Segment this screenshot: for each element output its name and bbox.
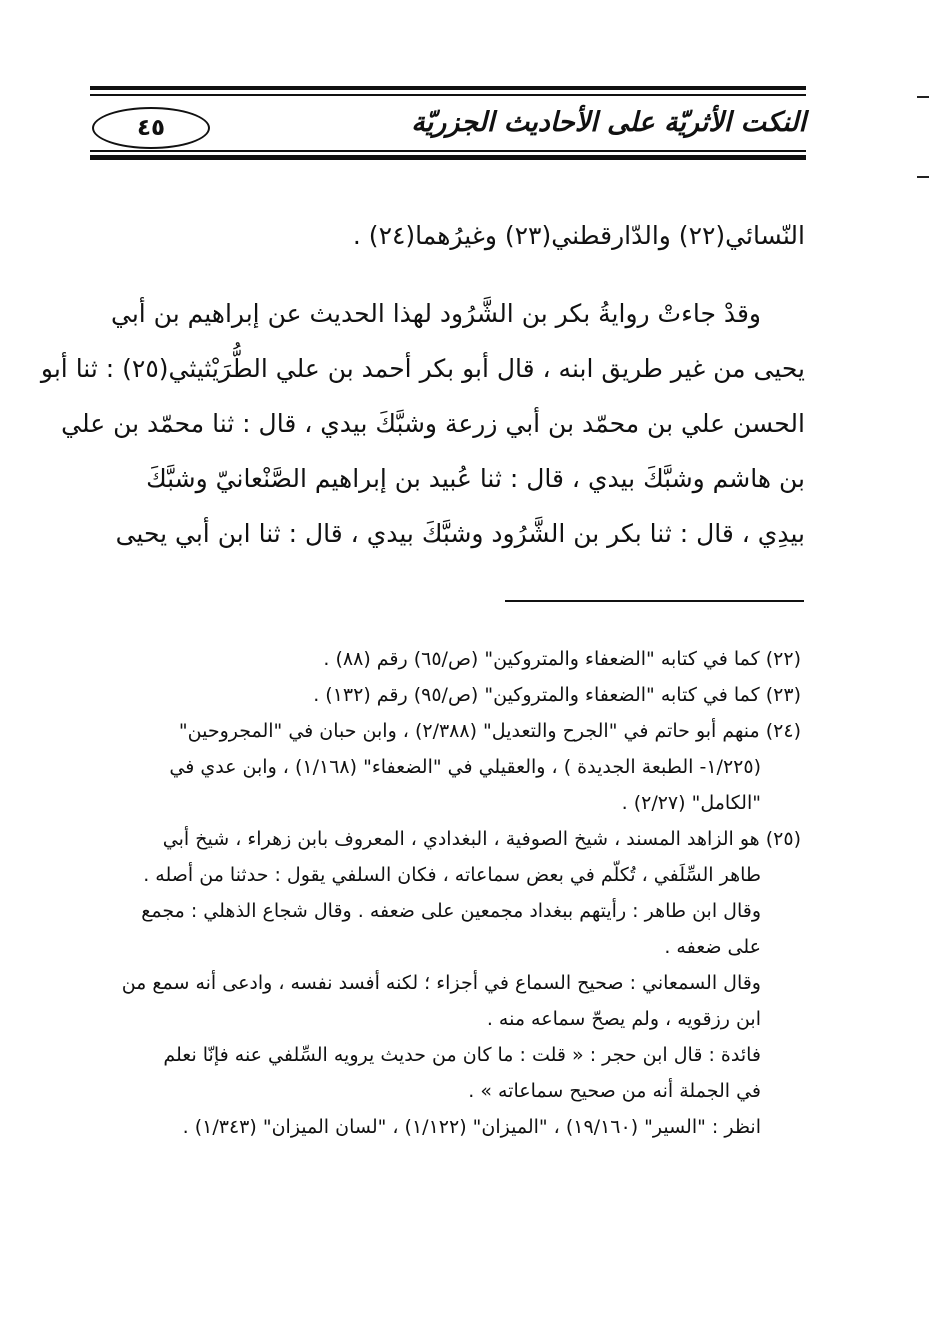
- header-rule-bottom: [90, 155, 806, 160]
- body-paragraph-line: الحسن علي بن محمّد بن أبي زرعة وشبَّكَ بيدي ، قال : ثنا محمّد بن علي: [61, 409, 805, 438]
- body-paragraph-line: بيدِي ، قال : ثنا بكر بن الشَّرُود وشبَّكَ بيدي ، قال : ثنا ابن أبي يحيى: [115, 519, 805, 548]
- footnote-line: ابن رزقويه ، ولم يصحّ سماعه منه .: [486, 1008, 761, 1030]
- running-header-title: النكت الأثريّة على الأحاديث الجزريّة: [411, 107, 806, 138]
- footnote-line: (٢٢) كما في كتابه "الضعفاء والمتروكين" (ص/٦٥) رقم (٨٨) .: [323, 648, 801, 670]
- page-number: ٤٥: [92, 107, 210, 149]
- footnote-line: انظر : "السير" (١٩/١٦٠) ، "الميزان" (١/١٢٢) ، "لسان الميزان" (١/٣٤٣) .: [182, 1116, 761, 1138]
- body-paragraph: [40, 286, 805, 561]
- footnote-line: (٢٣) كما في كتابه "الضعفاء والمتروكين" (ص/٩٥) رقم (١٣٢) .: [313, 684, 801, 706]
- footnote-line: على ضعفه .: [664, 936, 761, 958]
- header-rule-top-thin: [90, 94, 806, 96]
- footnotes: [92, 641, 805, 1145]
- scan-edge-mark: [917, 96, 929, 98]
- footnote-line: (١/٢٢٥- الطبعة الجديدة ) ، والعقيلي في "الضعفاء" (١/١٦٨) ، وابن عدي في: [169, 756, 761, 778]
- header-rule-top: [90, 86, 806, 90]
- footnote-line: (٢٥) هو الزاهد المسند ، شيخ الصوفية ، البغدادي ، المعروف بابن زهراء ، شيخ أبي: [162, 828, 801, 850]
- footnote-line: في الجملة أنه من صحيح سماعاته » .: [468, 1080, 761, 1102]
- footnote-25: [92, 821, 805, 1145]
- footnote-separator: [505, 600, 804, 602]
- footnote-23: [92, 677, 805, 713]
- footnote-line: وقال السمعاني : صحيح السماع في أجزاء ؛ لكنه أفسد نفسه ، وادعى أنه سمع من: [121, 972, 761, 994]
- body-line-1: النّسائي(٢٢) والدّارقطني(٢٣) وغيرُهما(٢٤) .: [352, 221, 805, 250]
- body-paragraph-line: وقدْ جاءتْ روايةُ بكر بن الشَّرُود لهذا الحديث عن إبراهيم بن أبي: [110, 299, 761, 328]
- body-paragraph-line: يحيى من غير طريق ابنه ، قال أبو بكر أحمد بن علي الطُّرَيْثيثي(٢٥) : ثنا أبو: [40, 354, 805, 383]
- scan-edge-mark: [917, 176, 929, 178]
- footnote-line: فائدة : قال ابن حجر : « قلت : ما كان من حديث يرويه السِّلفي عنه فإنّا نعلم: [163, 1044, 761, 1066]
- footnote-22: [92, 641, 805, 677]
- footnote-line: "الكامل" (٢/٢٧) .: [621, 792, 761, 814]
- footnote-line: وقال ابن طاهر : رأيتهم ببغداد مجمعين على ضعفه . وقال شجاع الذهلي : مجمع: [141, 900, 761, 922]
- footnote-24: [92, 713, 805, 821]
- footnote-line: (٢٤) منهم أبو حاتم في "الجرح والتعديل" (٢/٣٨٨) ، وابن حبان في "المجروحين": [178, 720, 801, 742]
- footnote-line: طاهر السِّلَفي ، تُكلّم في بعض سماعاته ، فكان السلفي يقول : حدثنا من أصله .: [143, 864, 761, 886]
- body-paragraph-line: بن هاشم وشبَّكَ بيدي ، قال : ثنا عُبيد بن إبراهيم الصَّنْعانيّ وشبَّكَ: [146, 464, 805, 493]
- header-rule-bottom-thin: [90, 150, 806, 152]
